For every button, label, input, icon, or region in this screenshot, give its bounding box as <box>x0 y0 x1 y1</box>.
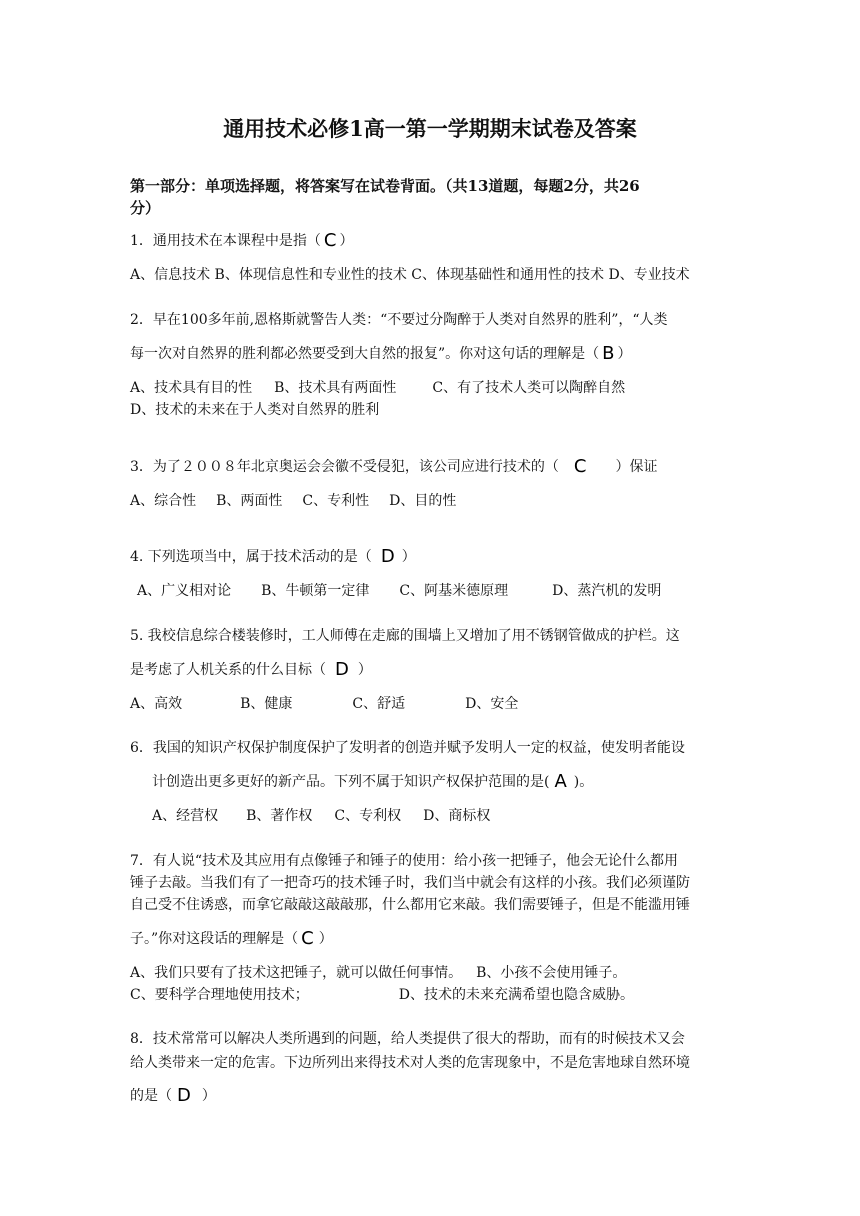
question-stem-text: 4. 下列选项当中，属于技术活动的是（ <box>130 549 372 565</box>
question-5-stem-line1: 5. 我校信息综合楼装修时，工人师傅在走廊的围墙上又增加了用不锈钢管做成的护栏。这 <box>130 628 680 644</box>
question-stem-tail: ） <box>401 549 416 565</box>
answer-mark: C <box>573 456 587 477</box>
section-heading-line2: 分） <box>130 199 161 217</box>
question-7-stem-line3: 自己受不住诱惑，而拿它敲敲这敲敲那，什么都用它来敲。我们需要锤子，但是不能滥用锤 <box>130 897 690 913</box>
option-a: A、技术具有目的性 <box>130 380 253 396</box>
option-d: D、安全 <box>465 696 519 712</box>
question-6-stem-line1: 6．我国的知识产权保护制度保护了发明者的创造并赋予发明人一定的权益，使发明者能设 <box>130 740 685 756</box>
option-a: A、经营权 <box>152 808 219 824</box>
question-stem-text: 1．通用技术在本课程中是指（ <box>130 233 321 249</box>
question-8-stem-line3 <box>130 1087 216 1105</box>
question-stem-text: 子。”你对这段话的理解是（ <box>130 931 299 947</box>
option-a: A、广义相对论 <box>137 583 232 599</box>
answer-mark: A <box>554 771 567 792</box>
question-1-options: A、信息技术 B、体现信息性和专业性的技术 C、体现基础性和通用性的技术 D、专业技术 <box>130 267 690 283</box>
answer-mark: C <box>301 928 314 949</box>
option-b: B、小孩不会使用锤子。 <box>476 965 627 981</box>
question-stem-tail: ） <box>357 662 372 678</box>
option-a: A、我们只要有了技术这把锤子，就可以做任何事情。 <box>130 965 463 981</box>
question-stem-tail: ） <box>339 233 354 249</box>
option-a: A、高效 <box>130 696 183 712</box>
option-b: B、健康 <box>240 696 293 712</box>
option-d: D、商标权 <box>423 808 491 824</box>
page-title: 通用技术必修1高一第一学期期末试卷及答案 <box>223 116 637 141</box>
question-1-stem <box>130 232 354 250</box>
question-2-options-line1 <box>130 379 625 397</box>
option-c: C、阿基米德原理 <box>399 583 509 599</box>
option-b: B、技术具有两面性 <box>274 380 397 396</box>
option-c: C、要科学合理地使用技术； <box>130 987 309 1003</box>
question-8-stem-line2: 给人类带来一定的危害。下边所列出来得技术对人类的危害现象中，不是危害地球自然环境 <box>130 1055 690 1071</box>
answer-mark: C <box>323 230 337 251</box>
question-stem-tail: )。 <box>573 774 594 790</box>
option-d: D、技术的未来充满希望也隐含威胁。 <box>398 987 634 1003</box>
option-d: D、目的性 <box>389 493 457 509</box>
question-stem-text: 每一次对自然界的胜利都必然要受到大自然的报复”。你对这句话的理解是（ <box>130 346 600 362</box>
option-d: D、蒸汽机的发明 <box>552 583 662 599</box>
option-a: A、综合性 <box>130 493 197 509</box>
question-5-options <box>130 695 518 713</box>
question-7-stem-line4 <box>130 930 333 948</box>
question-stem-tail: ） <box>201 1088 216 1104</box>
option-c: C、专利权 <box>334 808 402 824</box>
question-4-options <box>137 582 661 600</box>
question-4-stem <box>130 548 416 566</box>
option-b: B、牛顿第一定律 <box>261 583 370 599</box>
answer-mark: B <box>602 343 615 364</box>
question-stem-text: 计创造出更多更好的新产品。下列不属于知识产权保护范围的是( <box>152 774 550 790</box>
answer-mark: D <box>177 1085 191 1106</box>
question-7-stem-line2: 锤子去敲。当我们有了一把奇巧的技术锤子时，我们当中就会有这样的小孩。我们必须谨防 <box>130 875 690 891</box>
question-stem-tail: ） <box>318 931 333 947</box>
question-stem-text: 3．为了２００８年北京奥运会会徽不受侵犯，该公司应进行技术的（ <box>130 459 559 475</box>
question-6-stem-line2 <box>152 773 593 791</box>
question-3-options <box>130 492 456 510</box>
question-stem-tail: ） <box>617 346 632 362</box>
question-7-stem-line1: 7．有人说“技术及其应用有点像锤子和锤子的使用：给小孩一把锤子，他会无论什么都用 <box>130 853 679 869</box>
option-b: B、两面性 <box>216 493 283 509</box>
question-8-stem-line1: 8．技术常常可以解决人类所遇到的问题，给人类提供了很大的帮助，而有的时候技术又会 <box>130 1031 685 1047</box>
question-stem-text: 是考虑了人机关系的什么目标（ <box>130 662 326 678</box>
question-stem-text: 的是（ <box>130 1088 172 1104</box>
answer-mark: D <box>335 659 349 680</box>
question-7-options-line1 <box>130 964 626 982</box>
question-3-stem <box>130 458 657 476</box>
question-stem-tail: ）保证 <box>615 459 658 475</box>
answer-mark: D <box>380 546 395 567</box>
question-2-stem-line1: 2．早在100多年前,恩格斯就警告人类：“不要过分陶醉于人类对自然界的胜利”，“人类 <box>130 312 668 328</box>
section-heading-line1: 第一部分：单项选择题，将答案写在试卷背面。（共13道题，每题2分，共26 <box>130 177 640 195</box>
option-c: C、舒适 <box>352 696 406 712</box>
question-7-options-line2 <box>130 986 634 1004</box>
question-6-options <box>152 807 490 825</box>
option-c: C、专利性 <box>302 493 370 509</box>
option-c: C、有了技术人类可以陶醉自然 <box>432 380 626 396</box>
option-b: B、著作权 <box>246 808 313 824</box>
option-d: D、技术的未来在于人类对自然界的胜利 <box>130 402 380 418</box>
question-2-stem-line2 <box>130 345 632 363</box>
question-5-stem-line2 <box>130 661 372 679</box>
